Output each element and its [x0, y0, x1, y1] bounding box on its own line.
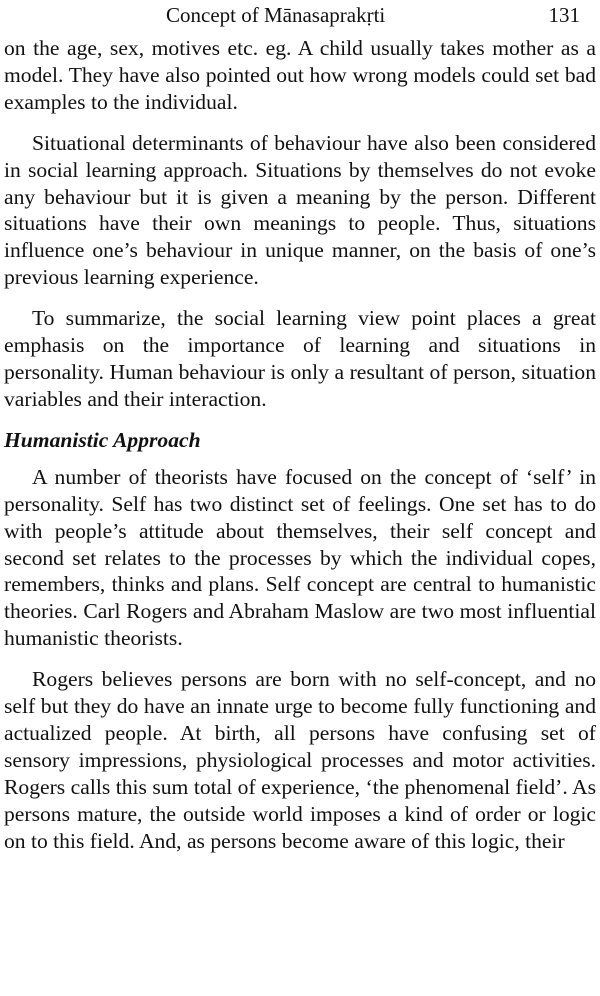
paragraph-situational-determinants: Situational determinants of behaviour have also been considered in social learning approach. Situations by themselves do not evoke any behaviour but it is given a meaning by the person. Different situations have their own meanings to people. Thus, situations influence one’s behaviour in unique manner, on the basis of one’s previous learning experience. [4, 130, 596, 290]
paragraph-self-concept: A number of theorists have focused on the concept of ‘self’ in personality. Self has two distinct set of feelings. One set has to do with people’s attitude about themselves, their self concept and second set relates to the processes by which the individual copes, remembers, thinks and plans. Self concept are central to humanistic theories. Carl Rogers and Abraham Maslow are two most influential humanistic theorists. [4, 464, 596, 651]
paragraph-summary: To summarize, the social learning view point places a great emphasis on the importance of learning and situations in personality. Human behaviour is only a resultant of person, situation variables and their interaction. [4, 306, 596, 411]
body-text [4, 35, 596, 868]
running-head: Concept of Mānasaprakṛti [166, 3, 386, 27]
page-header [0, 0, 600, 36]
paragraph-rogers: Rogers believes persons are born with no self-concept, and no self but they do have an innate urge to become fully functioning and actualized people. At birth, all persons have confusing set of sensory impressions, physiological processes and motor activities. Rogers calls this sum total of experience, ‘the phenomenal field’. As persons mature, the outside world imposes a kind of order or logic on to this field. And, as persons become aware of this logic, their [4, 667, 596, 853]
page-number: 131 [548, 3, 580, 27]
paragraph-continued: on the age, sex, motives etc. eg. A child usually takes mother as a model. They have also pointed out how wrong models could set bad examples to the individual. [4, 36, 596, 114]
section-heading-humanistic-approach: Humanistic Approach [4, 427, 201, 452]
